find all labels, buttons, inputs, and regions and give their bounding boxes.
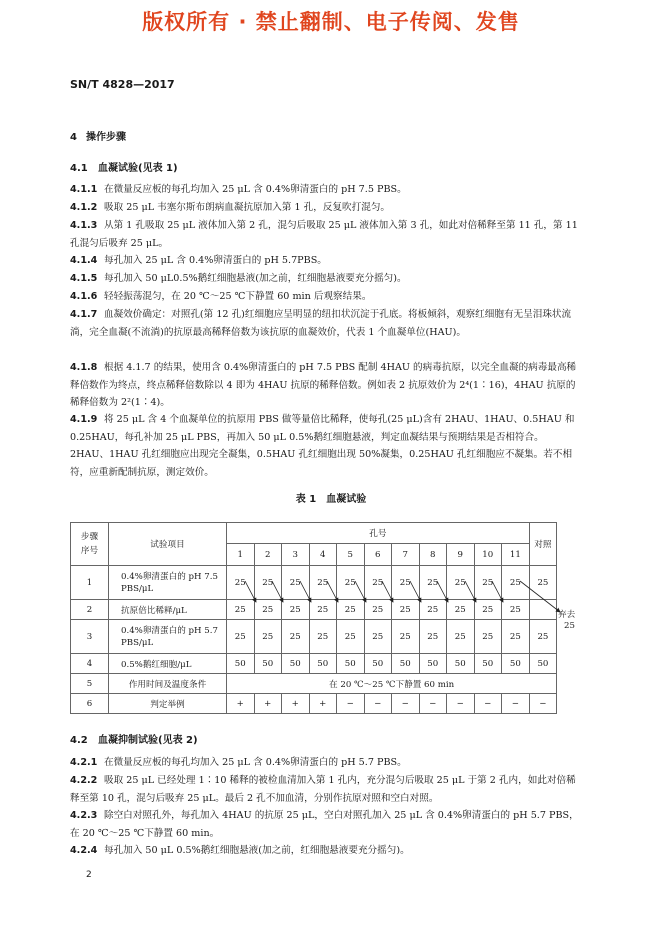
clause-number: 4.1.2 (70, 202, 98, 213)
cell: − (337, 694, 365, 714)
arrow-4-5 (327, 581, 338, 602)
clause-number: 4.2.2 (70, 775, 98, 786)
section-number: 4 (70, 132, 77, 143)
header-control: 对照 (529, 523, 557, 566)
hole-number: 6 (364, 544, 392, 566)
arrow-8-9 (437, 581, 448, 602)
cell: 25 (392, 566, 420, 600)
arrow-discard (520, 581, 560, 612)
row-item: 0.4%卵清蛋白的 pH 7.5 PBS/μL (109, 566, 227, 600)
arrow-5-6 (355, 581, 366, 602)
cell: 25 (447, 600, 475, 620)
cell: 50 (227, 654, 255, 674)
clause-number: 4.1.8 (70, 362, 98, 373)
header-test-item: 试验项目 (109, 523, 227, 566)
cell: 25 (337, 600, 365, 620)
cell: 25 (282, 600, 310, 620)
paragraph-4-2-4 (70, 842, 582, 860)
cell: 25 (254, 600, 282, 620)
cell: 50 (447, 654, 475, 674)
hole-number: 1 (227, 544, 255, 566)
header-step-number: 步骤序号 (71, 523, 109, 566)
clause-number: 4.1.5 (70, 273, 98, 284)
page-number: 2 (86, 870, 92, 880)
clause-number: 4.2.4 (70, 845, 98, 856)
row-seq: 5 (71, 674, 109, 694)
clause-text: 每孔加入 50 μL0.5%鹅红细胞悬液(加之前，红细胞悬液要充分摇匀)。 (104, 273, 407, 284)
arrow-6-7 (382, 581, 393, 602)
cell: + (254, 694, 282, 714)
cell: 25 (502, 566, 530, 600)
clause-number: 4.1.9 (70, 414, 98, 425)
clause-text: 除空白对照孔外，每孔加入 4HAU 的抗原 25 μL，空白对照孔加入 25 μL 含 0.4%卵清蛋白的 pH 5.7 PBS，在 20 ℃～25 ℃下静置 60 min。 (70, 810, 579, 839)
row-seq: 2 (71, 600, 109, 620)
table-caption: 表 1 血凝试验 (295, 494, 367, 505)
cell: − (419, 694, 447, 714)
cell: 25 (474, 600, 502, 620)
cell: 25 (254, 620, 282, 654)
cell: + (309, 694, 337, 714)
cell: 25 (364, 600, 392, 620)
hole-number: 5 (337, 544, 365, 566)
cell: 25 (502, 620, 530, 654)
control-cell: − (529, 694, 557, 714)
row-item: 0.5%鹅红细胞/μL (109, 654, 227, 674)
section-number: 4.2 (70, 735, 88, 746)
paragraph-4-2-2 (70, 772, 582, 807)
cell: 25 (419, 620, 447, 654)
discard-label: 弃去 (558, 610, 576, 620)
cell: 25 (282, 620, 310, 654)
clause-text: 吸取 25 μL 韦塞尔斯布朗病血凝抗原加入第 1 孔，反复吹打混匀。 (104, 202, 391, 213)
cell: 25 (309, 600, 337, 620)
clause-text: 根据 4.1.7 的结果，使用含 0.4%卵清蛋白的 pH 7.5 PBS 配制 4HAU 的病毒抗原，以完全血凝的病毒最高稀释倍数作为终点，终点稀释倍数除以 4 即为 4HAU 抗原的稀释倍数。例如表 2 抗原效价为 2⁴(1∶16)，4HAU 抗原的稀释倍数为 2²(1∶4)。 (70, 362, 577, 408)
arrow-2-3 (272, 581, 283, 602)
cell: − (392, 694, 420, 714)
hole-number: 9 (447, 544, 475, 566)
cell: − (447, 694, 475, 714)
cell: 25 (364, 566, 392, 600)
row-seq: 3 (71, 620, 109, 654)
header-hole-number: 孔号 (227, 523, 530, 544)
arrow-7-8 (410, 581, 421, 602)
clause-number: 4.2.3 (70, 810, 98, 821)
row-seq: 1 (71, 566, 109, 600)
cell: 50 (474, 654, 502, 674)
cell: 25 (282, 566, 310, 600)
cell: 25 (447, 566, 475, 600)
standard-number: SN/T 4828—2017 (70, 78, 175, 91)
hole-number: 4 (309, 544, 337, 566)
cell: 25 (419, 566, 447, 600)
cell: 25 (364, 620, 392, 654)
cell: 25 (502, 600, 530, 620)
section-number: 4.1 (70, 163, 88, 174)
cell: 25 (337, 566, 365, 600)
cell: 25 (392, 620, 420, 654)
row-seq: 4 (71, 654, 109, 674)
cell: 25 (392, 600, 420, 620)
cell: 50 (419, 654, 447, 674)
section-title: 操作步骤 (86, 132, 126, 143)
row-seq: 6 (71, 694, 109, 714)
cell: 25 (419, 600, 447, 620)
paragraph-4-2-1 (70, 754, 582, 772)
section-title: 血凝试验(见表 1) (98, 163, 178, 174)
clause-number: 4.2.1 (70, 757, 98, 768)
cell: 25 (309, 620, 337, 654)
cell: 50 (502, 654, 530, 674)
clause-number: 4.1.6 (70, 291, 98, 302)
cell: 50 (392, 654, 420, 674)
copyright-watermark: 版权所有 · 禁止翻制、电子传阅、发售 (142, 10, 520, 34)
control-cell: 25 (529, 566, 557, 600)
hole-number: 11 (502, 544, 530, 566)
clause-text: 在微量反应板的每孔均加入 25 μL 含 0.4%卵清蛋白的 pH 7.5 PBS。 (104, 184, 407, 195)
cell: 50 (254, 654, 282, 674)
cell: + (227, 694, 255, 714)
arrow-9-10 (465, 581, 476, 602)
clause-text: 吸取 25 μL 已经处理 1∶10 稀释的被检血清加入第 1 孔内，充分混匀后吸取 25 μL 于第 2 孔内，如此对倍稀释至第 10 孔，混匀后吸弃 25 μL。最后 2 孔不加血清，分别作抗原对照和空白对照。 (70, 775, 576, 804)
cell: 25 (254, 566, 282, 600)
clause-text: 每孔加入 50 μL 0.5%鹅红细胞悬液(加之前，红细胞悬液要充分摇匀)。 (104, 845, 410, 856)
arrow-10-11 (492, 581, 503, 602)
section-4-2-heading (70, 731, 198, 746)
clause-number: 4.1.1 (70, 184, 98, 195)
control-cell: 25 (529, 620, 557, 654)
cell: 25 (227, 620, 255, 654)
cell: 25 (227, 566, 255, 600)
arrow-1-2 (245, 581, 256, 602)
clause-text: 轻轻振荡混匀，在 20 ℃～25 ℃下静置 60 min 后观察结果。 (104, 291, 372, 302)
hole-number: 2 (254, 544, 282, 566)
clause-text: 从第 1 孔吸取 25 μL 液体加入第 2 孔，混匀后吸取 25 μL 液体加入第 3 孔，如此对倍稀释至第 11 孔，第 11 孔混匀后吸弃 25 μL。 (70, 220, 578, 249)
clause-text: 在微量反应板的每孔均加入 25 μL 含 0.4%卵清蛋白的 pH 5.7 PBS。 (104, 757, 407, 768)
cell: 50 (337, 654, 365, 674)
row-item: 0.4%卵清蛋白的 pH 5.7 PBS/μL (109, 620, 227, 654)
arrow-3-4 (300, 581, 311, 602)
cell: 25 (474, 566, 502, 600)
row-item: 抗原倍比稀释/μL (109, 600, 227, 620)
cell: 50 (309, 654, 337, 674)
row-item: 作用时间及温度条件 (109, 674, 227, 694)
row-item: 判定举例 (109, 694, 227, 714)
cell: 50 (282, 654, 310, 674)
clause-text: 血凝效价确定：对照孔(第 12 孔)红细胞应呈明显的纽扣状沉淀于孔底。将板倾斜，观察红细胞有无呈泪珠状流淌，完全血凝(不流淌)的抗原最高稀释倍数为该抗原的血凝效价，代表 1 个血凝单位(HAU)。 (70, 309, 572, 338)
cell: − (364, 694, 392, 714)
clause-text: 每孔加入 25 μL 含 0.4%卵清蛋白的 pH 5.7PBS。 (104, 255, 327, 266)
cell: 25 (227, 600, 255, 620)
clause-text: 将 25 μL 含 4 个血凝单位的抗原用 PBS 做等量倍比稀释，使每孔(25 μL)含有 2HAU、1HAU、0.5HAU 和 0.25HAU，每孔补加 25 μL PBS，再加入 50 μL 0.5%鹅红细胞悬液，判定血凝结果与预期结果是否相符合。2HAU、1HAU 孔红细胞应出现完全凝集，0.5HAU 孔红细胞出现 50%凝集，0.25HAU 孔红细胞应不凝集。若不相符，应重新配制抗原，测定效价。 (70, 414, 575, 478)
paragraph-4-2-3 (70, 807, 582, 842)
hole-number: 3 (282, 544, 310, 566)
cell: 50 (364, 654, 392, 674)
control-cell: 50 (529, 654, 557, 674)
hole-number: 8 (419, 544, 447, 566)
cell: 25 (447, 620, 475, 654)
cell: − (502, 694, 530, 714)
clause-number: 4.1.4 (70, 255, 98, 266)
cell: 25 (474, 620, 502, 654)
cell: 25 (337, 620, 365, 654)
hole-number: 10 (474, 544, 502, 566)
condition-cell: 在 20 ℃～25 ℃下静置 60 min (227, 674, 557, 694)
section-title: 血凝抑制试验(见表 2) (98, 735, 198, 746)
hole-number: 7 (392, 544, 420, 566)
discard-value: 25 (564, 621, 575, 631)
cell: 25 (309, 566, 337, 600)
cell: + (282, 694, 310, 714)
cell: − (474, 694, 502, 714)
clause-number: 4.1.3 (70, 220, 98, 231)
clause-number: 4.1.7 (70, 309, 98, 320)
